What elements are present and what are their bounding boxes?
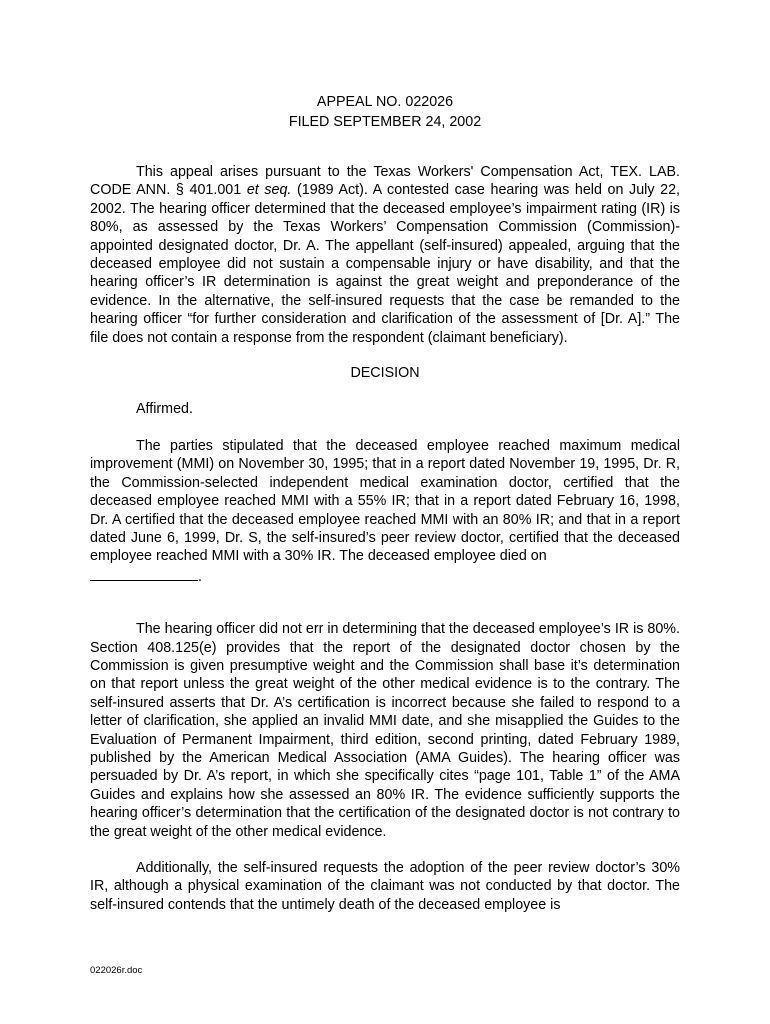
document-body xyxy=(90,163,680,914)
blank-underline xyxy=(90,566,198,581)
filed-date: FILED SEPTEMBER 24, 2002 xyxy=(288,114,482,130)
no-error-paragraph: The hearing officer did not err in determining that the deceased employee’s IR is 80%. Section 408.125(e) provides that the report of the designated doctor chosen by the Commission is given presumptive weight and the Commission shall base it’s determination on that report unless the great weight of the other medical evidence is to the contrary. The self-insured asserts that Dr. A’s certification is incorrect because she failed to respond to a letter of clarification, she applied an invalid MMI date, and she misapplied the Guides to the Evaluation of Permanent Impairment, third edition, second printing, dated February 1989, published by the American Medical Association (AMA Guides). The hearing officer was persuaded by Dr. A’s report, in which she specifically cites “page 101, Table 1” of the AMA Guides and explains how she assessed an 80% IR. The evidence sufficiently supports the hearing officer’s determination that the certification of the designated doctor is not contrary to the great weight of the other medical evidence. xyxy=(90,621,680,840)
intro-paragraph xyxy=(90,163,680,347)
affirmed-text: Affirmed. xyxy=(136,401,193,418)
blank-period: . xyxy=(198,568,202,585)
intro-text-start: This appeal arises pursuant to the Texas Workers' Compensation Act, TEX. LAB. CODE ANN. § 401.001 xyxy=(90,164,680,199)
death-date-blank xyxy=(90,566,680,584)
footer-filename: 022026r.doc xyxy=(90,965,143,976)
additionally-paragraph: Additionally, the self-insured requests the adoption of the peer review doctor’s 30% IR, although a physical examination of the claimant was not conducted by that doctor. The self-insured contends that the untimely death of the deceased employee is xyxy=(90,859,680,913)
stipulation-paragraph: The parties stipulated that the deceased employee reached maximum medical improvement (MMI) on November 30, 1995; that in a report dated November 19, 1995, Dr. R, the Commission-selected independent medical examination doctor, certified that the deceased employee reached MMI with a 55% IR; that in a report dated February 16, 1998, Dr. A certified that the deceased employee reached MMI with an 80% IR; and that in a report dated June 6, 1999, Dr. S, the self-insured’s peer review doctor, certified that the deceased employee reached MMI with a 30% IR. The deceased employee died on xyxy=(90,437,680,565)
intro-italic-et-seq: et seq. xyxy=(246,182,292,199)
intro-text-end: (1989 Act). A contested case hearing was held on July 22, 2002. The hearing officer determined that the deceased employee’s impairment rating (IR) is 80%, as assessed by the Texas Workers’ Compensation Commission (Commission)-appointed designated doctor, Dr. A. The appellant (self-insured) appealed, arguing that the deceased employee did not sustain a compensable injury or have disability, and that the hearing officer’s IR determination is against the great weight and preponderance of the evidence. In the alternative, the self-insured requests that the case be remanded to the hearing officer “for further consideration and clarification of the assessment of [Dr. A].” The file does not contain a response from the respondent (claimant beneficiary). xyxy=(90,182,680,346)
decision-heading: DECISION xyxy=(350,365,420,382)
document-header xyxy=(0,92,770,132)
appeal-number: APPEAL NO. 022026 xyxy=(316,94,454,110)
